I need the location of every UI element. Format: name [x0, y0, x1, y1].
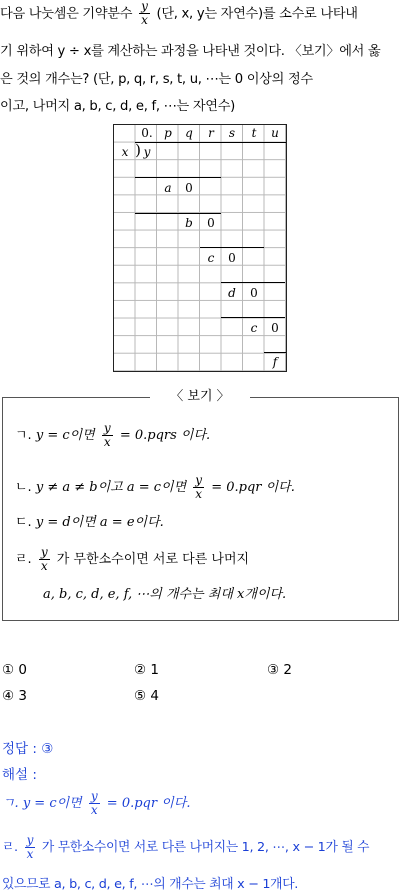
bracket: )	[135, 141, 141, 159]
bogi-item-2: ㄴ. y ≠ a ≠ b이고 a = c이면 $\frac{y}{x}$ = 0.pqr 이다.	[15, 473, 295, 501]
subtract-line	[221, 317, 285, 318]
explain-line-1: ㄱ. y = c이면 $\frac{y}{x}$ = 0.pqr 이다.	[2, 789, 191, 817]
choice-4[interactable]: ④ 3	[2, 688, 27, 704]
explain-line-3: 있으므로 a, b, c, d, e, f, ⋯의 개수는 최대 x − 1개다.	[2, 877, 299, 892]
dividend: y	[143, 145, 151, 159]
answer-label: 정답 : ③	[2, 741, 54, 757]
question-text: 다음 나눗셈은 기약분수	[0, 6, 133, 22]
question-line-1	[0, 0, 400, 29]
bogi-item-4: ㄹ. $\frac{y}{x}$ 가 무한소수이면 서로 다른 나머지	[15, 545, 250, 573]
quotient-digit: r	[208, 126, 214, 140]
quotient-digit: t	[251, 126, 257, 140]
quotient-digit: q	[185, 126, 193, 140]
question-line-4: 이고, 나머지 a, b, c, d, e, f, ⋯는 자연수)	[0, 99, 235, 114]
long-division-grid	[113, 124, 287, 372]
bogi-item-3: ㄷ. y = d이면 a = e이다.	[15, 515, 164, 530]
question-line-2: 기 위하여 y ÷ x를 계산하는 과정을 나타낸 것이다. 〈보기〉에서 옳	[0, 44, 381, 59]
subtract-line	[221, 282, 285, 283]
remainder: c	[250, 321, 258, 335]
subtract-line	[200, 247, 264, 248]
question-text: (단, x, y는 자연수)를 소수로 나타내	[156, 6, 358, 22]
quotient-digit: s	[228, 126, 236, 140]
fraction-y-over-x: $\frac{y}{x}$	[90, 789, 98, 817]
remainder: c	[207, 251, 215, 265]
remainder: f	[272, 355, 278, 369]
fraction-y-over-x: $\frac{y}{x}$	[195, 473, 203, 501]
bogi-box	[2, 397, 399, 621]
choice-5[interactable]: ⑤ 4	[134, 688, 159, 704]
quotient-digit: p	[164, 126, 172, 140]
choice-1[interactable]: ① 0	[2, 662, 27, 678]
choice-2[interactable]: ② 1	[134, 662, 159, 678]
quotient-digit: 0.	[141, 126, 153, 140]
remainder: 0	[185, 181, 193, 195]
explain-label: 해설 :	[2, 767, 37, 783]
explain-line-2: ㄹ. $\frac{y}{x}$ 가 무한소수이면 서로 다른 나머지는 1, 2, ⋯, x − 1가 될 수	[2, 833, 370, 861]
fraction-y-over-x: $\frac{y}{x}$	[26, 833, 34, 861]
remainder: d	[228, 286, 236, 300]
subtract-line	[264, 352, 286, 353]
remainder: b	[185, 216, 193, 230]
division-bar	[135, 142, 286, 143]
remainder: a	[164, 181, 172, 195]
question-line-3: 은 것의 개수는? (단, p, q, r, s, t, u, ⋯는 0 이상의 정수	[0, 72, 313, 87]
subtract-line	[135, 177, 221, 178]
choice-3[interactable]: ③ 2	[267, 662, 292, 678]
fraction-y-over-x: $\frac{y}{x}$	[40, 545, 48, 573]
remainder: 0	[228, 251, 236, 265]
fraction-y-over-x: $\frac{y}{x}$	[141, 0, 148, 27]
remainder: 0	[207, 216, 215, 230]
bogi-item-1: ㄱ. y = c이면 $\frac{y}{x}$ = 0.pqrs 이다.	[15, 421, 211, 449]
remainder: 0	[250, 286, 258, 300]
subtract-line	[135, 213, 221, 214]
quotient-digit: u	[271, 126, 279, 140]
bogi-title: 〈 보기 〉	[150, 388, 250, 406]
remainder: 0	[271, 321, 279, 335]
fraction-y-over-x: $\frac{y}{x}$	[103, 421, 111, 449]
bogi-item-4-cont: a, b, c, d, e, f, ⋯의 개수는 최대 x개이다.	[43, 587, 287, 602]
divisor: x	[121, 145, 129, 159]
